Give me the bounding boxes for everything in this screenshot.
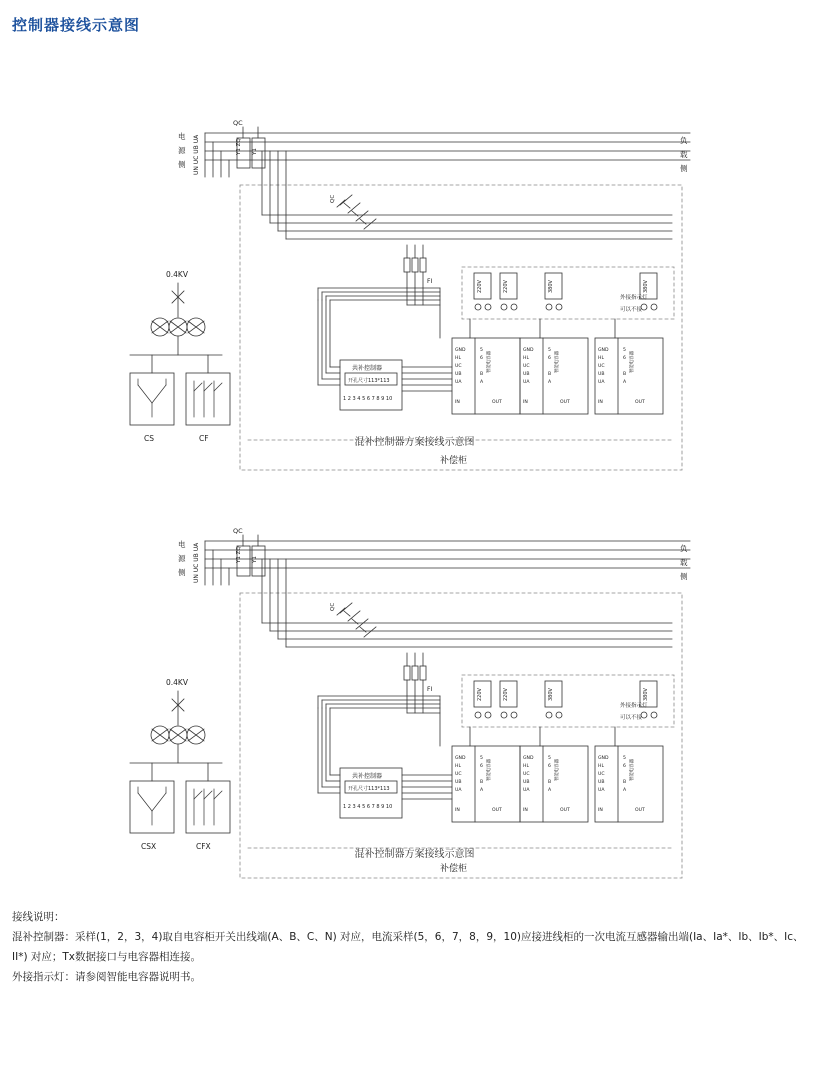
svg-text:GND: GND bbox=[455, 348, 466, 353]
svg-text:侧: 侧 bbox=[178, 160, 186, 169]
svg-text:B: B bbox=[548, 372, 552, 377]
svg-text:侧: 侧 bbox=[680, 572, 688, 581]
svg-text:UB: UB bbox=[455, 372, 462, 377]
diagram-1-caption: 混补控制器方案接线示意图 bbox=[354, 437, 475, 448]
svg-text:UC: UC bbox=[523, 772, 530, 777]
svg-text:电: 电 bbox=[178, 540, 186, 549]
svg-text:380V: 380V bbox=[643, 688, 649, 701]
svg-text:智能电容器: 智能电容器 bbox=[487, 351, 492, 373]
svg-text:A: A bbox=[623, 380, 627, 385]
svg-text:UN UC UB UA: UN UC UB UA bbox=[193, 134, 200, 175]
page-title: 控制器接线示意图 bbox=[12, 16, 141, 34]
svg-text:OUT: OUT bbox=[492, 808, 502, 813]
svg-text:Y1 ZQ: Y1 ZQ bbox=[236, 138, 242, 155]
svg-text:5: 5 bbox=[623, 348, 626, 353]
svg-text:负: 负 bbox=[680, 544, 688, 553]
diagram-1-svg bbox=[0, 55, 829, 466]
diagram-2-svg bbox=[0, 463, 829, 874]
svg-text:5: 5 bbox=[623, 756, 626, 761]
svg-text:智能电容器: 智能电容器 bbox=[630, 351, 635, 373]
svg-text:可以不接: 可以不接 bbox=[620, 715, 643, 721]
svg-text:CSX: CSX bbox=[141, 842, 157, 851]
svg-text:220V: 220V bbox=[503, 280, 509, 293]
svg-text:载: 载 bbox=[680, 558, 688, 567]
svg-text:源: 源 bbox=[178, 146, 186, 155]
svg-text:OUT: OUT bbox=[635, 808, 645, 813]
svg-text:220V: 220V bbox=[477, 688, 483, 701]
svg-text:智能电容器: 智能电容器 bbox=[555, 351, 560, 373]
svg-text:B: B bbox=[480, 372, 484, 377]
diagram-2-caption: 混补控制器方案接线示意图 bbox=[354, 849, 475, 860]
svg-text:1 2 3 4 5 6 7 8 9 10: 1 2 3 4 5 6 7 8 9 10 bbox=[343, 804, 393, 810]
svg-text:共补控制器: 共补控制器 bbox=[352, 773, 383, 780]
svg-text:0.4KV: 0.4KV bbox=[166, 678, 188, 687]
svg-text:Y1: Y1 bbox=[252, 556, 258, 563]
svg-text:IN: IN bbox=[523, 400, 528, 405]
svg-text:IN: IN bbox=[455, 808, 460, 813]
svg-text:FI: FI bbox=[427, 278, 433, 285]
svg-text:HL: HL bbox=[455, 764, 462, 769]
svg-text:QC: QC bbox=[330, 194, 336, 203]
svg-text:A: A bbox=[548, 380, 552, 385]
svg-text:外接指示灯: 外接指示灯 bbox=[620, 295, 648, 301]
svg-text:UC: UC bbox=[523, 364, 530, 369]
svg-text:UA: UA bbox=[598, 380, 605, 385]
svg-text:CF: CF bbox=[199, 434, 209, 443]
svg-text:5: 5 bbox=[480, 348, 483, 353]
wiring-notes bbox=[12, 908, 817, 988]
svg-text:220V: 220V bbox=[477, 280, 483, 293]
svg-text:UB: UB bbox=[523, 780, 530, 785]
svg-text:5: 5 bbox=[480, 756, 483, 761]
svg-text:负: 负 bbox=[680, 136, 688, 145]
svg-text:5: 5 bbox=[548, 756, 551, 761]
svg-text:UB: UB bbox=[598, 372, 605, 377]
svg-text:UC: UC bbox=[455, 364, 462, 369]
svg-text:380V: 380V bbox=[548, 280, 554, 293]
svg-text:电: 电 bbox=[178, 132, 186, 141]
svg-text:GND: GND bbox=[598, 348, 609, 353]
svg-text:6: 6 bbox=[548, 764, 551, 769]
svg-text:开孔尺寸113*113: 开孔尺寸113*113 bbox=[348, 786, 390, 792]
svg-text:0.4KV: 0.4KV bbox=[166, 270, 188, 279]
svg-text:6: 6 bbox=[623, 764, 626, 769]
svg-text:HL: HL bbox=[598, 764, 605, 769]
svg-text:QC: QC bbox=[233, 527, 243, 535]
svg-text:IN: IN bbox=[598, 400, 603, 405]
svg-text:UC: UC bbox=[598, 364, 605, 369]
svg-text:补偿柜: 补偿柜 bbox=[440, 864, 468, 874]
svg-text:UA: UA bbox=[455, 788, 462, 793]
wiring-diagram-2 bbox=[0, 463, 829, 874]
svg-text:HL: HL bbox=[455, 356, 462, 361]
svg-text:6: 6 bbox=[623, 356, 626, 361]
svg-text:智能电容器: 智能电容器 bbox=[555, 759, 560, 781]
svg-text:HL: HL bbox=[523, 764, 530, 769]
svg-text:IN: IN bbox=[598, 808, 603, 813]
svg-text:补偿柜: 补偿柜 bbox=[440, 456, 468, 466]
svg-text:侧: 侧 bbox=[178, 568, 186, 577]
svg-text:A: A bbox=[548, 788, 552, 793]
svg-text:5: 5 bbox=[548, 348, 551, 353]
svg-text:UB: UB bbox=[523, 372, 530, 377]
notes-line-2: 外接指示灯：请参阅智能电容器说明书。 bbox=[12, 970, 201, 983]
svg-text:共补控制器: 共补控制器 bbox=[352, 365, 383, 372]
svg-text:OUT: OUT bbox=[635, 400, 645, 405]
svg-text:OUT: OUT bbox=[560, 400, 570, 405]
svg-text:开孔尺寸113*113: 开孔尺寸113*113 bbox=[348, 378, 390, 384]
svg-text:GND: GND bbox=[455, 756, 466, 761]
svg-text:CFX: CFX bbox=[196, 842, 211, 851]
svg-text:OUT: OUT bbox=[560, 808, 570, 813]
svg-text:UC: UC bbox=[455, 772, 462, 777]
notes-line-1: 混补控制器：采样(1，2，3，4)取自电容柜开关出线端(A、B、C、N) 对应，电流采样(5，6，7，8，9，10)应接进线柜的一次电流互感器输出端(Ia、Ia*、Ib、Ib*、Ic、II*) 对应；Tx数据接口与电容器相连接。 bbox=[12, 930, 804, 963]
svg-text:载: 载 bbox=[680, 150, 688, 159]
svg-text:A: A bbox=[480, 788, 484, 793]
svg-text:智能电容器: 智能电容器 bbox=[630, 759, 635, 781]
svg-text:UC: UC bbox=[598, 772, 605, 777]
svg-text:HL: HL bbox=[598, 356, 605, 361]
svg-text:UA: UA bbox=[523, 380, 530, 385]
svg-text:HL: HL bbox=[523, 356, 530, 361]
svg-text:UA: UA bbox=[598, 788, 605, 793]
svg-text:智能电容器: 智能电容器 bbox=[487, 759, 492, 781]
svg-text:6: 6 bbox=[480, 356, 483, 361]
svg-text:外接指示灯: 外接指示灯 bbox=[620, 703, 648, 709]
svg-text:220V: 220V bbox=[503, 688, 509, 701]
svg-text:UB: UB bbox=[598, 780, 605, 785]
svg-text:B: B bbox=[548, 780, 552, 785]
svg-text:B: B bbox=[623, 372, 627, 377]
svg-text:A: A bbox=[480, 380, 484, 385]
svg-text:380V: 380V bbox=[548, 688, 554, 701]
svg-text:GND: GND bbox=[598, 756, 609, 761]
wiring-diagram-1 bbox=[0, 55, 829, 466]
svg-text:侧: 侧 bbox=[680, 164, 688, 173]
svg-text:Y1: Y1 bbox=[252, 148, 258, 155]
svg-text:CS: CS bbox=[144, 434, 154, 443]
svg-text:IN: IN bbox=[455, 400, 460, 405]
svg-text:QC: QC bbox=[233, 119, 243, 127]
svg-text:可以不接: 可以不接 bbox=[620, 307, 643, 313]
svg-text:FI: FI bbox=[427, 686, 433, 693]
svg-text:B: B bbox=[623, 780, 627, 785]
svg-text:UA: UA bbox=[523, 788, 530, 793]
svg-text:GND: GND bbox=[523, 348, 534, 353]
svg-text:6: 6 bbox=[548, 356, 551, 361]
svg-text:1 2 3 4 5 6 7 8 9 10: 1 2 3 4 5 6 7 8 9 10 bbox=[343, 396, 393, 402]
svg-text:QC: QC bbox=[330, 602, 336, 611]
svg-text:Y1 ZQ: Y1 ZQ bbox=[236, 546, 242, 563]
svg-text:OUT: OUT bbox=[492, 400, 502, 405]
svg-text:B: B bbox=[480, 780, 484, 785]
svg-text:6: 6 bbox=[480, 764, 483, 769]
svg-text:UA: UA bbox=[455, 380, 462, 385]
svg-text:380V: 380V bbox=[643, 280, 649, 293]
svg-text:源: 源 bbox=[178, 554, 186, 563]
svg-text:UB: UB bbox=[455, 780, 462, 785]
notes-heading: 接线说明： bbox=[12, 911, 65, 923]
svg-text:A: A bbox=[623, 788, 627, 793]
svg-text:UN UC UB UA: UN UC UB UA bbox=[193, 542, 200, 583]
svg-text:IN: IN bbox=[523, 808, 528, 813]
svg-text:GND: GND bbox=[523, 756, 534, 761]
